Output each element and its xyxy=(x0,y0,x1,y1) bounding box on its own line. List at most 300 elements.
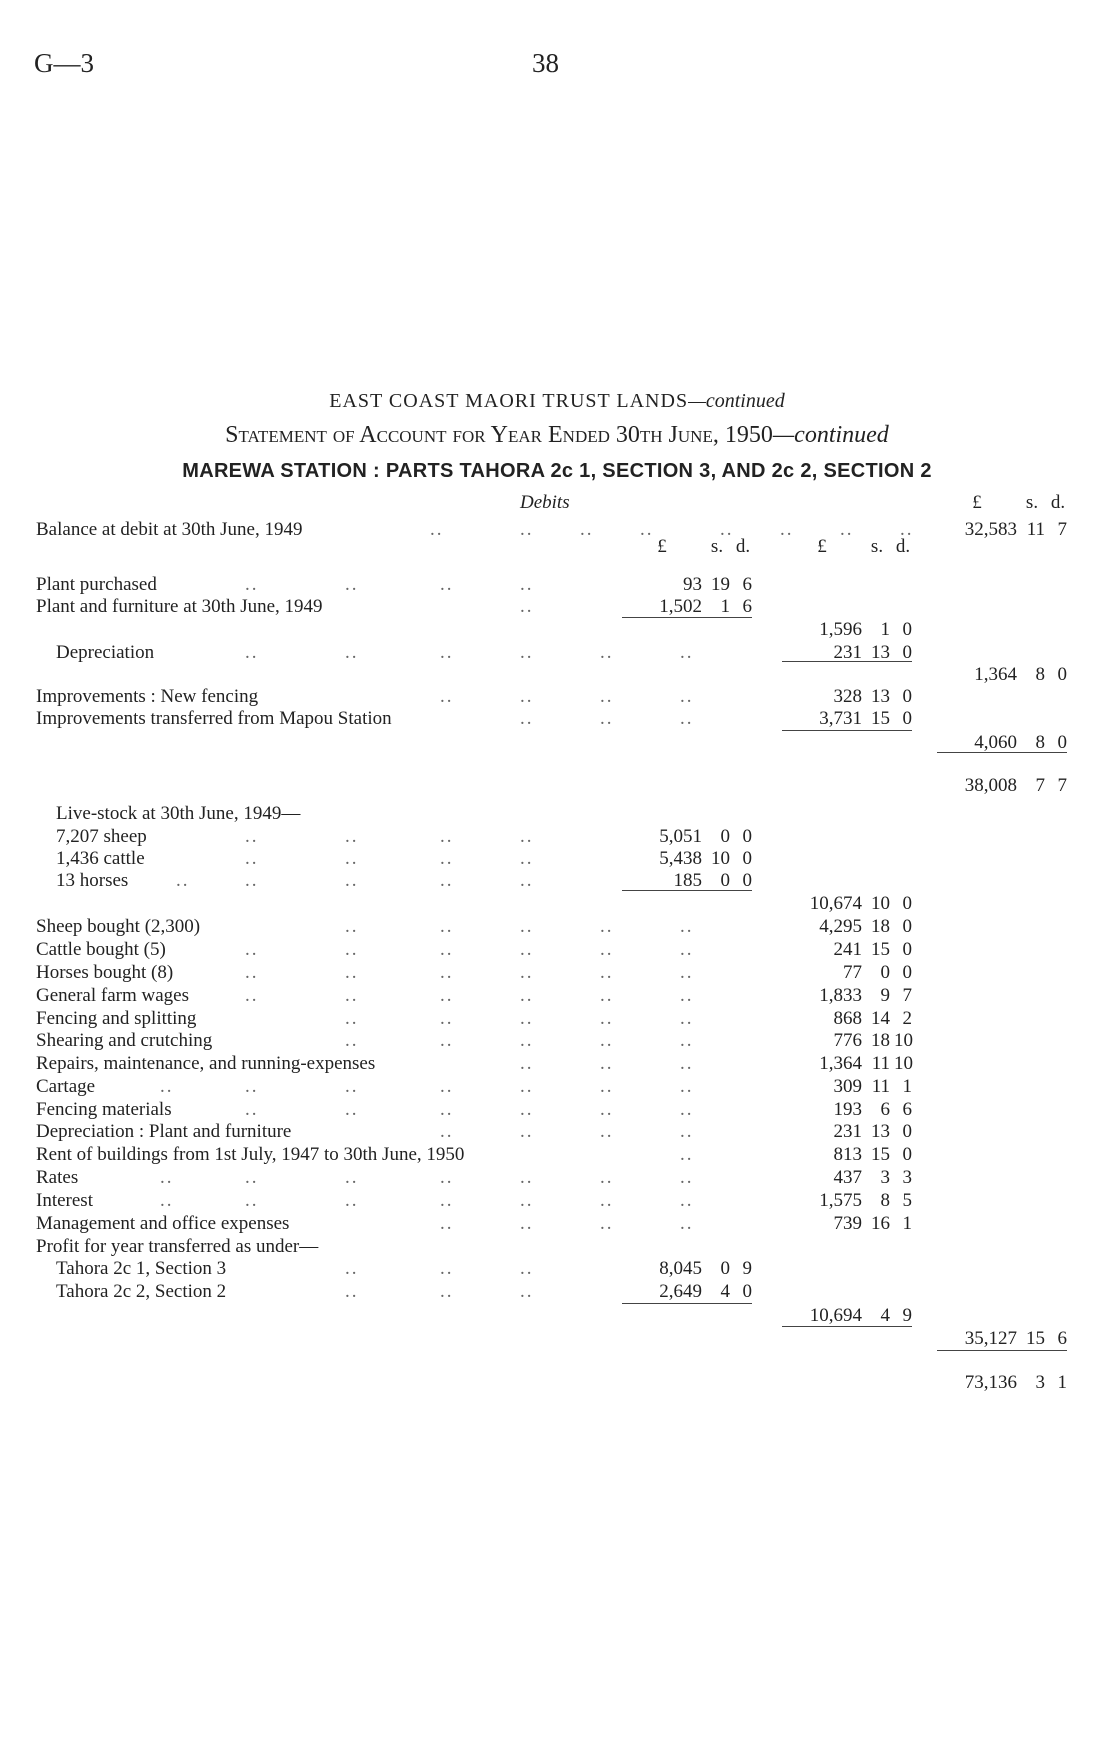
page-identifier: G—3 xyxy=(34,48,94,78)
leader-dots: .. xyxy=(345,848,359,869)
heading-station: MAREWA STATION : PARTS TAHORA 2c 1, SECTION 3, AND 2c 2, SECTION 2 xyxy=(182,460,932,482)
leader-dots: .. xyxy=(600,1008,614,1029)
row-label: Cattle bought (5) xyxy=(36,939,166,960)
amount-c2 xyxy=(800,1167,912,1190)
table-row xyxy=(0,686,1114,709)
row-label: Rates xyxy=(36,1167,79,1188)
table-row xyxy=(0,1008,1114,1031)
leader-dots: .. xyxy=(440,985,454,1006)
amount-pence: 0 xyxy=(902,916,912,937)
amount-shillings: 15 xyxy=(871,939,890,960)
table-row xyxy=(0,1372,1114,1395)
leader-dots: .. xyxy=(680,985,694,1006)
rule-line xyxy=(937,1350,1067,1351)
amount-pounds: 309 xyxy=(833,1076,862,1097)
amount-c2 xyxy=(800,893,912,916)
heading-title: EAST COAST MAORI TRUST LANDS—continued xyxy=(329,390,785,412)
amount-pounds: 1,364 xyxy=(819,1053,862,1074)
amount-c2 xyxy=(800,1008,912,1031)
leader-dots: .. xyxy=(580,519,594,540)
amount-shillings: 15 xyxy=(871,1144,890,1165)
amount-c3 xyxy=(955,519,1067,542)
amount-c2 xyxy=(800,1121,912,1144)
leader-dots: .. xyxy=(440,1008,454,1029)
amount-pence: 10 xyxy=(894,1030,913,1051)
table-row xyxy=(0,848,1114,871)
amount-pence: 1 xyxy=(902,1213,912,1234)
amount-pence: 0 xyxy=(902,962,912,983)
leader-dots: .. xyxy=(345,642,359,663)
amount-shillings: 8 xyxy=(1035,664,1045,685)
amount-pence: 5 xyxy=(902,1190,912,1211)
table-row xyxy=(0,1167,1114,1190)
amount-pounds: 5,051 xyxy=(659,826,702,847)
leader-dots: .. xyxy=(520,1076,534,1097)
leader-dots: .. xyxy=(345,1008,359,1029)
leader-dots: .. xyxy=(520,1099,534,1120)
row-label: Depreciation xyxy=(56,642,155,663)
amount-pence: 7 xyxy=(1057,519,1067,540)
rule-line xyxy=(782,661,912,662)
amount-pounds: 93 xyxy=(683,574,702,595)
leader-dots: .. xyxy=(345,916,359,937)
amount-pence: 0 xyxy=(1057,664,1067,685)
amount-pounds: 328 xyxy=(833,686,862,707)
leader-dots: .. xyxy=(245,962,259,983)
amount-c1 xyxy=(640,1258,752,1281)
row-label: Plant purchased xyxy=(36,574,157,595)
leader-dots: .. xyxy=(720,519,734,540)
leader-dots: .. xyxy=(160,1190,174,1211)
leader-dots: .. xyxy=(680,1008,694,1029)
amount-pence: 0 xyxy=(742,848,752,869)
amount-c2 xyxy=(800,939,912,962)
row-label: Management and office expenses xyxy=(36,1213,290,1234)
amount-pence: 7 xyxy=(902,985,912,1006)
leader-dots: .. xyxy=(780,519,794,540)
leader-dots: .. xyxy=(520,1121,534,1142)
amount-pence: 2 xyxy=(902,1008,912,1029)
leader-dots: .. xyxy=(245,1099,259,1120)
column-header-c1: £ s. d. xyxy=(657,536,751,557)
amount-shillings: 13 xyxy=(871,1121,890,1142)
table-row xyxy=(0,1099,1114,1122)
row-label: Fencing materials xyxy=(36,1099,172,1120)
table-row xyxy=(0,519,1114,542)
amount-shillings: 0 xyxy=(720,826,730,847)
leader-dots: .. xyxy=(440,1281,454,1302)
amount-shillings: 10 xyxy=(711,848,730,869)
leader-dots: .. xyxy=(440,574,454,595)
amount-c1 xyxy=(640,596,752,619)
amount-pounds: 231 xyxy=(833,1121,862,1142)
leader-dots: .. xyxy=(245,1076,259,1097)
leader-dots: .. xyxy=(520,985,534,1006)
table-row xyxy=(0,1213,1114,1236)
amount-pence: 0 xyxy=(902,893,912,914)
amount-shillings: 11 xyxy=(871,1076,890,1097)
amount-shillings: 0 xyxy=(720,1258,730,1279)
table-row xyxy=(0,619,1114,642)
amount-shillings: 13 xyxy=(871,686,890,707)
leader-dots: .. xyxy=(345,1167,359,1188)
amount-shillings: 7 xyxy=(1035,775,1045,796)
leader-dots: .. xyxy=(600,1030,614,1051)
leader-dots: .. xyxy=(520,1030,534,1051)
row-label: Tahora 2c 1, Section 3 xyxy=(56,1258,227,1279)
leader-dots: .. xyxy=(600,1076,614,1097)
row-label: Profit for year transferred as under— xyxy=(36,1236,319,1257)
leader-dots: .. xyxy=(680,1144,694,1165)
leader-dots: .. xyxy=(680,642,694,663)
row-label: Sheep bought (2,300) xyxy=(36,916,201,937)
amount-pence: 0 xyxy=(902,939,912,960)
amount-pounds: 4,295 xyxy=(819,916,862,937)
amount-pence: 0 xyxy=(742,1281,752,1302)
amount-shillings: 4 xyxy=(880,1305,890,1326)
leader-dots: .. xyxy=(430,519,444,540)
amount-pence: 6 xyxy=(742,596,752,617)
amount-shillings: 15 xyxy=(1026,1328,1045,1349)
leader-dots: .. xyxy=(520,574,534,595)
leader-dots: .. xyxy=(600,916,614,937)
leader-dots: .. xyxy=(600,1167,614,1188)
amount-c1 xyxy=(640,848,752,871)
leader-dots: .. xyxy=(600,1190,614,1211)
leader-dots: .. xyxy=(440,870,454,891)
table-row xyxy=(0,1258,1114,1281)
row-label: 7,207 sheep xyxy=(56,826,147,847)
row-label: Live-stock at 30th June, 1949— xyxy=(56,803,301,824)
leader-dots: .. xyxy=(176,870,190,891)
amount-pounds: 185 xyxy=(673,870,702,891)
row-label: General farm wages xyxy=(36,985,189,1006)
leader-dots: .. xyxy=(520,870,534,891)
table-row xyxy=(0,1076,1114,1099)
amount-shillings: 0 xyxy=(720,870,730,891)
leader-dots: .. xyxy=(600,1053,614,1074)
amount-pence: 0 xyxy=(902,686,912,707)
table-row xyxy=(0,1144,1114,1167)
leader-dots: .. xyxy=(440,686,454,707)
leader-dots: .. xyxy=(440,826,454,847)
amount-pence: 9 xyxy=(742,1258,752,1279)
leader-dots: .. xyxy=(680,939,694,960)
table-row xyxy=(0,985,1114,1008)
amount-pence: 6 xyxy=(742,574,752,595)
amount-pounds: 1,833 xyxy=(819,985,862,1006)
leader-dots: .. xyxy=(345,870,359,891)
leader-dots: .. xyxy=(680,916,694,937)
leader-dots: .. xyxy=(520,826,534,847)
leader-dots: .. xyxy=(600,1121,614,1142)
amount-shillings: 16 xyxy=(871,1213,890,1234)
leader-dots: .. xyxy=(600,686,614,707)
table-row xyxy=(0,1053,1114,1076)
table-row xyxy=(0,1030,1114,1053)
leader-dots: .. xyxy=(680,1030,694,1051)
leader-dots: .. xyxy=(600,939,614,960)
amount-pence: 0 xyxy=(902,619,912,640)
row-label: Improvements transferred from Mapou Station xyxy=(36,708,392,729)
amount-shillings: 15 xyxy=(871,708,890,729)
amount-c2 xyxy=(800,1213,912,1236)
leader-dots: .. xyxy=(680,686,694,707)
row-label: Fencing and splitting xyxy=(36,1008,197,1029)
leader-dots: .. xyxy=(680,1053,694,1074)
table-row xyxy=(0,574,1114,597)
rule-line xyxy=(782,1326,912,1327)
table-row xyxy=(0,893,1114,916)
leader-dots: .. xyxy=(640,519,654,540)
table-row xyxy=(0,916,1114,939)
amount-pounds: 813 xyxy=(833,1144,862,1165)
leader-dots: .. xyxy=(600,1099,614,1120)
row-label: Improvements : New fencing xyxy=(36,686,259,707)
amount-c2 xyxy=(800,1144,912,1167)
leader-dots: .. xyxy=(900,519,914,540)
table-row xyxy=(0,708,1114,731)
leader-dots: .. xyxy=(245,848,259,869)
leader-dots: .. xyxy=(680,1099,694,1120)
column-header-c3: £ s. d. xyxy=(972,492,1066,513)
leader-dots: .. xyxy=(345,1099,359,1120)
amount-pounds: 38,008 xyxy=(964,775,1017,796)
leader-dots: .. xyxy=(440,1190,454,1211)
table-row xyxy=(0,1328,1114,1351)
leader-dots: .. xyxy=(520,939,534,960)
table-row xyxy=(0,596,1114,619)
leader-dots: .. xyxy=(345,1281,359,1302)
table-row xyxy=(0,939,1114,962)
leader-dots: .. xyxy=(520,596,534,617)
amount-pence: 6 xyxy=(1057,1328,1067,1349)
leader-dots: .. xyxy=(440,1167,454,1188)
amount-c1 xyxy=(640,826,752,849)
amount-c2 xyxy=(800,1099,912,1122)
row-label: Plant and furniture at 30th June, 1949 xyxy=(36,596,323,617)
amount-c2 xyxy=(800,985,912,1008)
amount-shillings: 8 xyxy=(1035,732,1045,753)
row-label: Balance at debit at 30th June, 1949 xyxy=(36,519,303,540)
amount-pounds: 1,596 xyxy=(819,619,862,640)
amount-c3 xyxy=(955,775,1067,798)
leader-dots: .. xyxy=(680,1076,694,1097)
leader-dots: .. xyxy=(440,916,454,937)
leader-dots: .. xyxy=(600,962,614,983)
rule-line xyxy=(622,1303,752,1304)
amount-pounds: 3,731 xyxy=(819,708,862,729)
amount-c2 xyxy=(800,962,912,985)
amount-shillings: 1 xyxy=(720,596,730,617)
leader-dots: .. xyxy=(520,848,534,869)
amount-pounds: 1,364 xyxy=(974,664,1017,685)
leader-dots: .. xyxy=(440,1213,454,1234)
amount-c2 xyxy=(800,619,912,642)
amount-pounds: 2,649 xyxy=(659,1281,702,1302)
column-header-row xyxy=(0,492,1114,515)
amount-pence: 0 xyxy=(902,1121,912,1142)
amount-pence: 0 xyxy=(742,826,752,847)
amount-pence: 6 xyxy=(902,1099,912,1120)
leader-dots: .. xyxy=(680,708,694,729)
amount-pounds: 5,438 xyxy=(659,848,702,869)
leader-dots: .. xyxy=(520,1167,534,1188)
leader-dots: .. xyxy=(680,1121,694,1142)
amount-shillings: 6 xyxy=(880,1099,890,1120)
amount-shillings: 8 xyxy=(880,1190,890,1211)
leader-dots: .. xyxy=(245,985,259,1006)
amount-shillings: 10 xyxy=(871,893,890,914)
table-row xyxy=(0,870,1114,893)
row-label: Horses bought (8) xyxy=(36,962,174,983)
leader-dots: .. xyxy=(680,1190,694,1211)
amount-shillings: 3 xyxy=(880,1167,890,1188)
row-label: Shearing and crutching xyxy=(36,1030,213,1051)
amount-c2 xyxy=(800,1190,912,1213)
leader-dots: .. xyxy=(440,962,454,983)
amount-pounds: 4,060 xyxy=(974,732,1017,753)
row-label: 13 horses xyxy=(56,870,129,891)
leader-dots: .. xyxy=(245,574,259,595)
amount-pounds: 73,136 xyxy=(964,1372,1017,1393)
leader-dots: .. xyxy=(245,870,259,891)
table-row xyxy=(0,1121,1114,1144)
amount-pence: 9 xyxy=(902,1305,912,1326)
leader-dots: .. xyxy=(345,826,359,847)
amount-c1 xyxy=(640,574,752,597)
amount-pence: 0 xyxy=(902,642,912,663)
leader-dots: .. xyxy=(440,939,454,960)
leader-dots: .. xyxy=(520,708,534,729)
leader-dots: .. xyxy=(520,686,534,707)
amount-pounds: 739 xyxy=(833,1213,862,1234)
amount-pence: 0 xyxy=(902,708,912,729)
amount-pounds: 32,583 xyxy=(964,519,1017,540)
table-row xyxy=(0,642,1114,665)
leader-dots: .. xyxy=(520,642,534,663)
amount-shillings: 11 xyxy=(871,1053,890,1074)
amount-pounds: 231 xyxy=(833,642,862,663)
rule-line xyxy=(937,752,1067,753)
amount-c2 xyxy=(800,1076,912,1099)
table-row xyxy=(0,803,1114,826)
leader-dots: .. xyxy=(680,1167,694,1188)
leader-dots: .. xyxy=(440,642,454,663)
table-row xyxy=(0,775,1114,798)
table-row xyxy=(0,826,1114,849)
leader-dots: .. xyxy=(520,1213,534,1234)
row-label: Tahora 2c 2, Section 2 xyxy=(56,1281,227,1302)
leader-dots: .. xyxy=(345,962,359,983)
amount-shillings: 0 xyxy=(880,962,890,983)
table-row xyxy=(0,664,1114,687)
table-row xyxy=(0,1190,1114,1213)
amount-c2 xyxy=(800,1030,912,1053)
amount-shillings: 4 xyxy=(720,1281,730,1302)
leader-dots: .. xyxy=(245,826,259,847)
leader-dots: .. xyxy=(160,1076,174,1097)
amount-c3 xyxy=(955,1328,1067,1351)
leader-dots: .. xyxy=(345,939,359,960)
leader-dots: .. xyxy=(245,1190,259,1211)
leader-dots: .. xyxy=(840,519,854,540)
leader-dots: .. xyxy=(440,1258,454,1279)
row-label: Rent of buildings from 1st July, 1947 to 30th June, 1950 xyxy=(36,1144,465,1165)
amount-shillings: 13 xyxy=(871,642,890,663)
amount-pence: 1 xyxy=(1057,1372,1067,1393)
leader-dots: .. xyxy=(345,1076,359,1097)
heading-statement: Statement of Account for Year Ended 30th June, 1950—continued xyxy=(225,422,889,448)
leader-dots: .. xyxy=(520,519,534,540)
row-label: Depreciation : Plant and furniture xyxy=(36,1121,292,1142)
amount-shillings: 14 xyxy=(871,1008,890,1029)
amount-pounds: 35,127 xyxy=(964,1328,1017,1349)
leader-dots: .. xyxy=(520,1258,534,1279)
leader-dots: .. xyxy=(520,1008,534,1029)
leader-dots: .. xyxy=(345,1258,359,1279)
amount-pounds: 8,045 xyxy=(659,1258,702,1279)
leader-dots: .. xyxy=(245,642,259,663)
amount-pounds: 241 xyxy=(833,939,862,960)
debits-heading: Debits xyxy=(520,492,570,513)
amount-pounds: 193 xyxy=(833,1099,862,1120)
amount-pounds: 1,502 xyxy=(659,596,702,617)
row-label: Interest xyxy=(36,1190,93,1211)
amount-shillings: 19 xyxy=(711,574,730,595)
leader-dots: .. xyxy=(600,1213,614,1234)
amount-pence: 0 xyxy=(742,870,752,891)
leader-dots: .. xyxy=(440,1076,454,1097)
leader-dots: .. xyxy=(520,916,534,937)
amount-pounds: 10,674 xyxy=(809,893,862,914)
row-label: 1,436 cattle xyxy=(56,848,145,869)
amount-pence: 3 xyxy=(902,1167,912,1188)
leader-dots: .. xyxy=(520,1281,534,1302)
rule-line xyxy=(622,890,752,891)
amount-shillings: 9 xyxy=(880,985,890,1006)
amount-c2 xyxy=(800,686,912,709)
amount-pounds: 10,694 xyxy=(809,1305,862,1326)
amount-shillings: 18 xyxy=(871,1030,890,1051)
leader-dots: .. xyxy=(440,1099,454,1120)
amount-c2 xyxy=(800,1053,912,1076)
amount-c1 xyxy=(640,1281,752,1304)
table-row xyxy=(0,1236,1114,1259)
leader-dots: .. xyxy=(520,1190,534,1211)
amount-pence: 0 xyxy=(1057,732,1067,753)
leader-dots: .. xyxy=(520,962,534,983)
leader-dots: .. xyxy=(345,1190,359,1211)
leader-dots: .. xyxy=(440,848,454,869)
leader-dots: .. xyxy=(600,642,614,663)
amount-pence: 0 xyxy=(902,1144,912,1165)
leader-dots: .. xyxy=(345,1030,359,1051)
rule-line xyxy=(782,730,912,731)
leader-dots: .. xyxy=(680,962,694,983)
amount-pounds: 77 xyxy=(843,962,862,983)
amount-shillings: 11 xyxy=(1026,519,1045,540)
row-label: Cartage xyxy=(36,1076,96,1097)
table-row xyxy=(0,962,1114,985)
leader-dots: .. xyxy=(245,939,259,960)
amount-shillings: 1 xyxy=(880,619,890,640)
leader-dots: .. xyxy=(680,1213,694,1234)
leader-dots: .. xyxy=(160,1167,174,1188)
amount-c2 xyxy=(800,916,912,939)
table-row xyxy=(0,1305,1114,1328)
leader-dots: .. xyxy=(440,1121,454,1142)
